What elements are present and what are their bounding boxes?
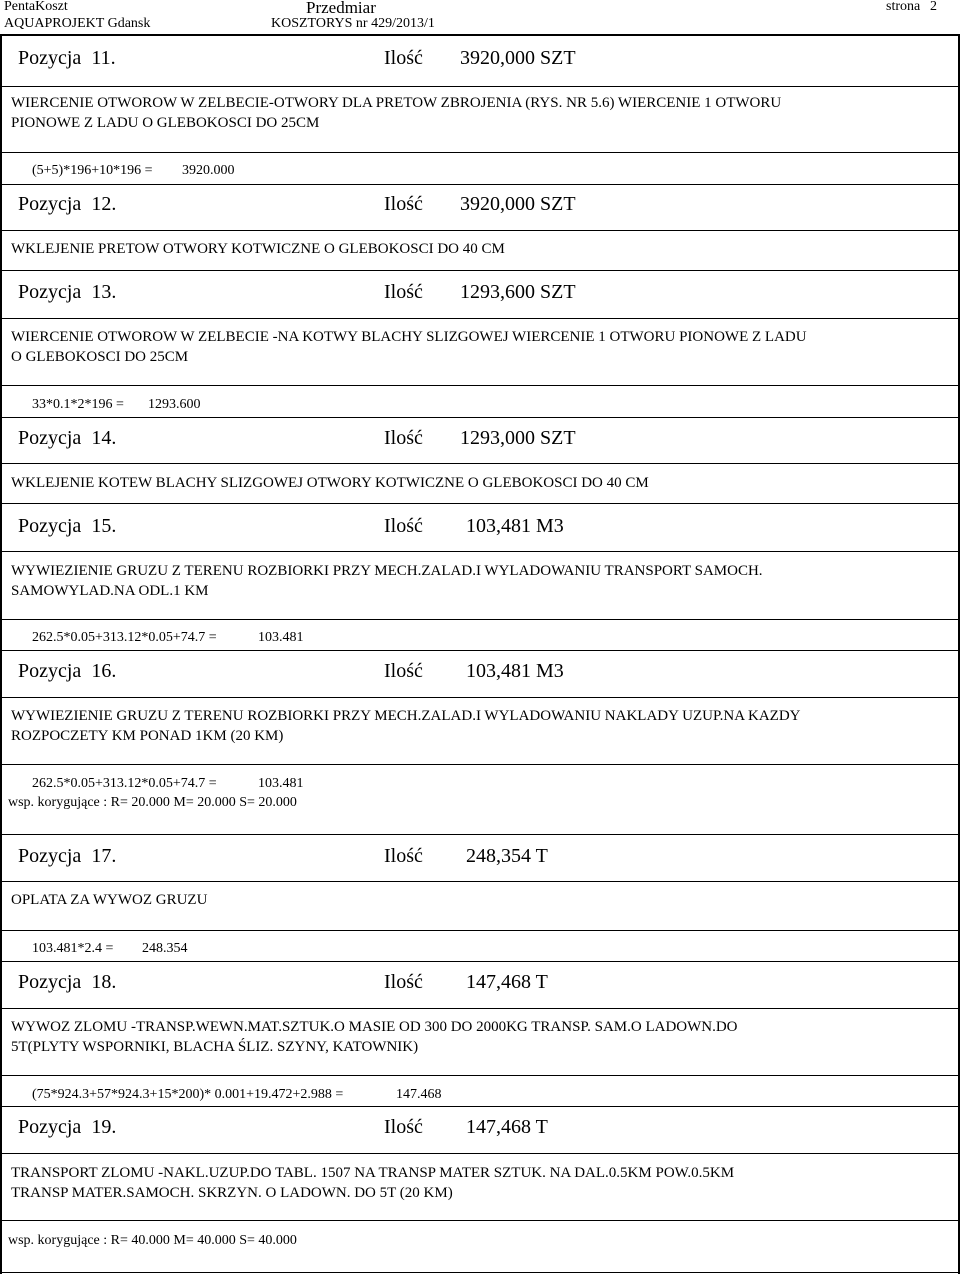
position-label: Pozycja 19. bbox=[18, 1116, 117, 1138]
calculation-result: 147.468 bbox=[396, 1087, 442, 1102]
description-line: WKLEJENIE PRETOW OTWORY KOTWICZNE O GLEBOKOSCI DO 40 CM bbox=[11, 241, 505, 257]
divider bbox=[0, 1220, 960, 1221]
divider bbox=[0, 385, 960, 386]
calculation: (75*924.3+57*924.3+15*200)* 0.001+19.472+2.988 = 147.468 bbox=[32, 1087, 442, 1102]
description-line: TRANSPORT ZLOMU -NAKL.UZUP.DO TABL. 1507 NA TRANSP MATER SZTUK. NA DAL.0.5KM POW.0.5KM bbox=[11, 1165, 735, 1181]
divider bbox=[0, 1106, 960, 1107]
divider bbox=[0, 463, 960, 464]
quantity-label: Ilość bbox=[384, 193, 423, 215]
description-line: WYWIEZIENIE GRUZU Z TERENU ROZBIORKI PRZY MECH.ZALAD.I WYLADOWANIU TRANSPORT SAMOCH. bbox=[11, 563, 763, 579]
description-line: 5T(PLYTY WSPORNIKI, BLACHA ŚLIZ. SZYNY, KATOWNIK) bbox=[11, 1039, 419, 1055]
position-label: Pozycja 11. bbox=[18, 47, 116, 69]
calculation-result: 103.481 bbox=[258, 630, 304, 645]
quantity-label: Ilość bbox=[384, 845, 423, 867]
program-name: PentaKoszt bbox=[4, 0, 68, 14]
quantity-value: 3920,000 SZT bbox=[460, 193, 576, 215]
header-rule bbox=[0, 34, 960, 36]
divider bbox=[0, 551, 960, 552]
divider bbox=[0, 318, 960, 319]
quantity-value: 1293,600 SZT bbox=[460, 281, 576, 303]
divider bbox=[0, 184, 960, 185]
quantity-label: Ilość bbox=[384, 971, 423, 993]
description-line: TRANSP MATER.SAMOCH. SKRZYN. O LADOWN. DO 5T (20 KM) bbox=[11, 1185, 453, 1201]
page-header bbox=[0, 0, 960, 34]
position-label: Pozycja 15. bbox=[18, 515, 117, 537]
divider bbox=[0, 930, 960, 931]
quantity-value: 248,354 T bbox=[466, 845, 548, 867]
divider bbox=[0, 697, 960, 698]
quantity-value: 1293,000 SZT bbox=[460, 427, 576, 449]
quantity-label: Ilość bbox=[384, 281, 423, 303]
doc-number: KOSZTORYS nr 429/2013/1 bbox=[271, 16, 435, 31]
correction-factors: wsp. korygujące : R= 40.000 M= 40.000 S= 40.000 bbox=[8, 1233, 297, 1248]
divider bbox=[0, 619, 960, 620]
divider bbox=[0, 270, 960, 271]
description-line: OPLATA ZA WYWOZ GRUZU bbox=[11, 892, 208, 908]
correction-factors: wsp. korygujące : R= 20.000 M= 20.000 S= 20.000 bbox=[8, 795, 297, 810]
divider bbox=[0, 961, 960, 962]
divider bbox=[0, 230, 960, 231]
calculation: (5+5)*196+10*196 = 3920.000 bbox=[32, 163, 235, 178]
quantity-value: 147,468 T bbox=[466, 1116, 548, 1138]
quantity-value: 3920,000 SZT bbox=[460, 47, 576, 69]
quantity-label: Ilość bbox=[384, 47, 423, 69]
quantity-label: Ilość bbox=[384, 515, 423, 537]
position-label: Pozycja 12. bbox=[18, 193, 117, 215]
calculation-result: 1293.600 bbox=[148, 397, 201, 412]
divider bbox=[0, 1153, 960, 1154]
divider bbox=[0, 834, 960, 835]
description-line: PIONOWE Z LADU O GLEBOKOSCI DO 25CM bbox=[11, 115, 320, 131]
quantity-value: 103,481 M3 bbox=[466, 515, 564, 537]
company-name: AQUAPROJEKT Gdansk bbox=[4, 16, 151, 31]
calculation: 262.5*0.05+313.12*0.05+74.7 = 103.481 bbox=[32, 630, 304, 645]
position-label: Pozycja 17. bbox=[18, 845, 117, 867]
divider bbox=[0, 1075, 960, 1076]
position-label: Pozycja 14. bbox=[18, 427, 117, 449]
position-label: Pozycja 13. bbox=[18, 281, 117, 303]
description-line: O GLEBOKOSCI DO 25CM bbox=[11, 349, 189, 365]
divider bbox=[0, 881, 960, 882]
position-label: Pozycja 16. bbox=[18, 660, 117, 682]
description-line: WYWOZ ZLOMU -TRANSP.WEWN.MAT.SZTUK.O MASIE OD 300 DO 2000KG TRANSP. SAM.O LADOWN.DO bbox=[11, 1019, 738, 1035]
description-line: WYWIEZIENIE GRUZU Z TERENU ROZBIORKI PRZY MECH.ZALAD.I WYLADOWANIU NAKLADY UZUP.NA KAZDY bbox=[11, 708, 801, 724]
description-line: SAMOWYLAD.NA ODL.1 KM bbox=[11, 583, 209, 599]
calculation: 33*0.1*2*196 = 1293.600 bbox=[32, 397, 201, 412]
divider bbox=[0, 152, 960, 153]
divider bbox=[0, 1272, 960, 1273]
calculation: 262.5*0.05+313.12*0.05+74.7 = 103.481 bbox=[32, 776, 304, 791]
quantity-value: 147,468 T bbox=[466, 971, 548, 993]
page-label: strona bbox=[886, 0, 921, 14]
left-border bbox=[0, 34, 2, 1274]
divider bbox=[0, 650, 960, 651]
quantity-label: Ilość bbox=[384, 660, 423, 682]
divider bbox=[0, 764, 960, 765]
page-number: 2 bbox=[930, 0, 937, 14]
position-label: Pozycja 18. bbox=[18, 971, 117, 993]
description-line: WKLEJENIE KOTEW BLACHY SLIZGOWEJ OTWORY KOTWICZNE O GLEBOKOSCI DO 40 CM bbox=[11, 475, 649, 491]
description-line: ROZPOCZETY KM PONAD 1KM (20 KM) bbox=[11, 728, 284, 744]
quantity-label: Ilość bbox=[384, 1116, 423, 1138]
divider bbox=[0, 86, 960, 87]
description-line: WIERCENIE OTWOROW W ZELBECIE -NA KOTWY BLACHY SLIZGOWEJ WIERCENIE 1 OTWORU PIONOWE Z LADU bbox=[11, 329, 807, 345]
calculation-result: 103.481 bbox=[258, 776, 304, 791]
doc-title: Przedmiar bbox=[306, 0, 376, 17]
calculation: 103.481*2.4 = 248.354 bbox=[32, 941, 188, 956]
quantity-value: 103,481 M3 bbox=[466, 660, 564, 682]
divider bbox=[0, 503, 960, 504]
divider bbox=[0, 1008, 960, 1009]
divider bbox=[0, 417, 960, 418]
calculation-result: 248.354 bbox=[142, 941, 188, 956]
calculation-result: 3920.000 bbox=[182, 163, 235, 178]
description-line: WIERCENIE OTWOROW W ZELBECIE-OTWORY DLA PRETOW ZBROJENIA (RYS. NR 5.6) WIERCENIE 1 OTWORU bbox=[11, 95, 782, 111]
quantity-label: Ilość bbox=[384, 427, 423, 449]
